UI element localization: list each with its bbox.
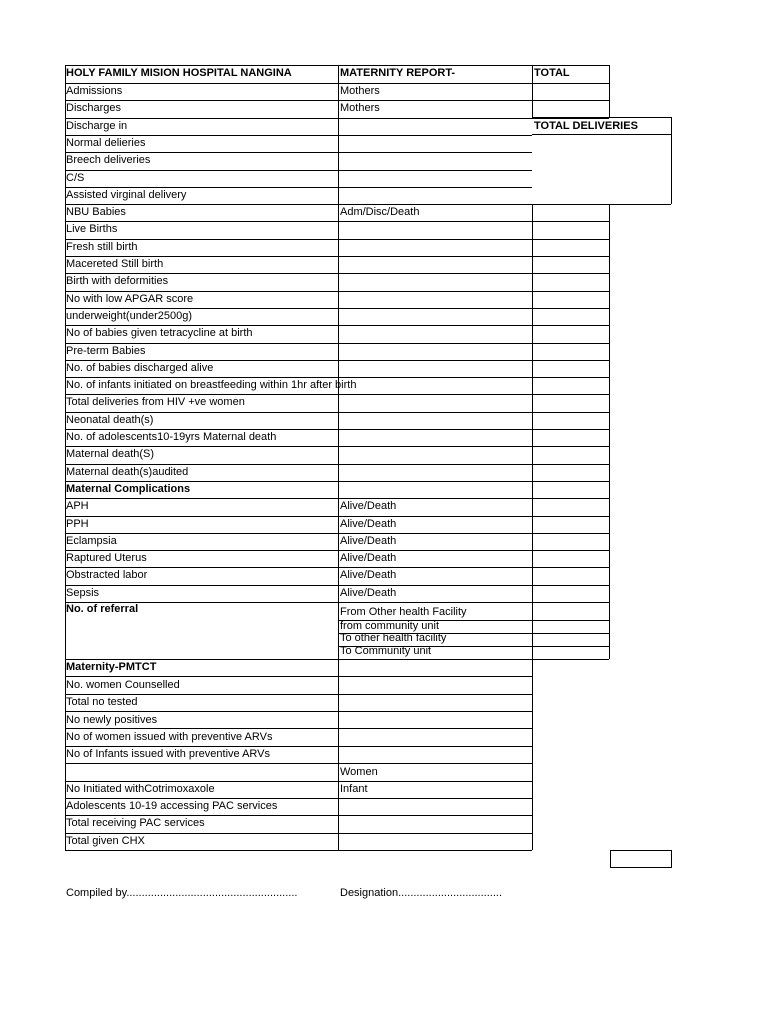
grid-line: [65, 602, 609, 603]
row-label: No of babies given tetracycline at birth: [66, 327, 253, 340]
grid-line: [532, 117, 671, 118]
row-mid: Mothers: [340, 85, 380, 97]
row-mid: Alive/Death: [340, 534, 397, 547]
grid-line: [65, 308, 609, 309]
grid-line: [65, 567, 609, 568]
row-label: Sepsis: [66, 586, 100, 599]
grid-line: [65, 221, 609, 222]
grid-line: [65, 65, 609, 66]
row-label: Assisted virginal delivery: [66, 188, 187, 201]
grid-line: [65, 65, 66, 850]
pmtct-title: Maternity-PMTCT: [66, 661, 157, 673]
row-label: Neonatal death(s): [66, 413, 154, 426]
row-label: Macereted Still birth: [66, 258, 164, 270]
row-label: Maternal death(s)audited: [66, 465, 189, 478]
grid-line: [65, 204, 609, 205]
grid-line: [65, 187, 532, 188]
referral-item: To Community unit: [340, 645, 432, 657]
grid-line: [609, 65, 610, 117]
row-mid: Mothers: [340, 102, 380, 115]
referral-item: From Other health Facility: [340, 606, 467, 618]
row-label: No with low APGAR score: [66, 292, 194, 305]
row-mid: Alive/Death: [340, 569, 397, 582]
grid-line: [65, 446, 609, 447]
grid-line: [65, 256, 609, 257]
grid-line: [65, 694, 532, 695]
row-mid: Alive/Death: [340, 552, 397, 565]
grid-line: [65, 659, 609, 660]
grid-line: [65, 481, 609, 482]
grid-line: [532, 134, 671, 135]
grid-line: [65, 100, 609, 101]
grid-line: [338, 646, 609, 647]
grid-line: [65, 343, 609, 344]
grid-line: [65, 135, 532, 136]
grid-line: [65, 498, 609, 499]
row-label: Admissions: [66, 85, 123, 97]
grid-line: [65, 325, 609, 326]
grid-line: [65, 516, 609, 517]
grid-line: [65, 711, 532, 712]
grid-line: [65, 464, 609, 465]
pmtct-row-label: No. women Counselled: [66, 679, 180, 691]
grid-line: [65, 152, 532, 153]
row-label: No. of adolescents10-19yrs Maternal death: [66, 431, 277, 443]
grid-line: [65, 360, 609, 361]
grid-line: [65, 377, 609, 378]
grid-line: [338, 633, 609, 634]
grid-line: [65, 850, 532, 851]
pmtct-row-label: No of women issued with preventive ARVs: [66, 730, 273, 743]
grid-line: [532, 204, 671, 205]
row-mid: Adm/Disc/Death: [340, 206, 420, 219]
row-label: Obstracted labor: [66, 569, 148, 582]
row-label: Normal delieries: [66, 136, 146, 149]
compiled-by: Compiled by........................................................: [66, 887, 298, 899]
pmtct-row-label: Total no tested: [66, 696, 138, 709]
row-label: Total deliveries from HIV +ve women: [66, 396, 245, 409]
row-label: APH: [66, 500, 89, 513]
grid-line: [65, 728, 532, 729]
grid-line: [532, 204, 533, 850]
grid-line: [338, 620, 609, 621]
row-mid: Alive/Death: [340, 586, 397, 599]
pmtct-row-label: No of Infants issued with preventive ARVs: [66, 748, 271, 761]
row-label: C/S: [66, 171, 85, 184]
row-label: No. of infants initiated on breastfeeding within 1hr after birth: [66, 379, 357, 392]
row-label: Eclampsia: [66, 534, 117, 547]
grid-line: [65, 781, 532, 782]
grid-line: [65, 676, 532, 677]
row-label: Breech deliveries: [66, 154, 151, 167]
grid-line: [65, 585, 609, 586]
grid-line: [65, 291, 609, 292]
row-label: PPH: [66, 517, 89, 530]
referral-item: from community unit: [340, 620, 440, 632]
row-label: Live Births: [66, 223, 118, 236]
total-deliveries-header: TOTAL DELIVERIES: [534, 120, 638, 132]
blank-box: [610, 850, 672, 868]
grid-line: [65, 763, 532, 764]
row-label: Maternal death(S): [66, 448, 155, 461]
row-label: Pre-term Babies: [66, 344, 146, 357]
referral-item: To other health facility: [340, 632, 447, 644]
grid-line: [65, 273, 609, 274]
grid-line: [65, 170, 532, 171]
report-title: MATERNITY REPORT-: [340, 67, 456, 79]
grid-line: [65, 833, 532, 834]
hospital-name: HOLY FAMILY MISION HOSPITAL NANGINA: [66, 67, 292, 79]
row-mid: Alive/Death: [340, 500, 397, 513]
grid-line: [65, 412, 609, 413]
grid-line: [65, 550, 609, 551]
row-label: Discharge in: [66, 119, 128, 132]
grid-line: [65, 394, 609, 395]
grid-line: [65, 239, 609, 240]
pmtct-tail-label: Total receiving PAC services: [66, 817, 205, 830]
grid-line: [532, 65, 533, 117]
row-mid: Alive/Death: [340, 517, 397, 530]
grid-line: [65, 83, 609, 84]
grid-line: [609, 204, 610, 659]
cotrimox-label: No Initiated withCotrimoxaxole: [66, 783, 215, 795]
grid-line: [65, 746, 532, 747]
pmtct-tail-label: Total given CHX: [66, 834, 145, 847]
pmtct-row-label: No newly positives: [66, 713, 158, 726]
cotrimox-infant: Infant: [340, 783, 368, 795]
row-label: No. of babies discharged alive: [66, 361, 214, 374]
grid-line: [671, 117, 672, 204]
row-label: Birth with deformities: [66, 275, 169, 288]
cotrimox-women: Women: [340, 766, 378, 778]
grid-line: [65, 118, 609, 119]
grid-line: [65, 429, 609, 430]
row-label: NBU Babies: [66, 206, 126, 219]
designation: Designation..................................: [340, 887, 503, 899]
row-label: Discharges: [66, 102, 122, 115]
row-label: Raptured Uterus: [66, 552, 147, 565]
total-header: TOTAL: [534, 67, 570, 79]
referral-label: No. of referral: [66, 603, 139, 615]
pmtct-tail-label: Adolescents 10-19 accessing PAC services: [66, 800, 278, 812]
grid-line: [65, 815, 532, 816]
row-label: underweight(under2500g): [66, 309, 192, 322]
row-label: Fresh still birth: [66, 240, 138, 253]
grid-line: [65, 798, 532, 799]
grid-line: [65, 533, 609, 534]
grid-line: [338, 65, 339, 850]
row-label: Maternal Complications: [66, 482, 191, 495]
